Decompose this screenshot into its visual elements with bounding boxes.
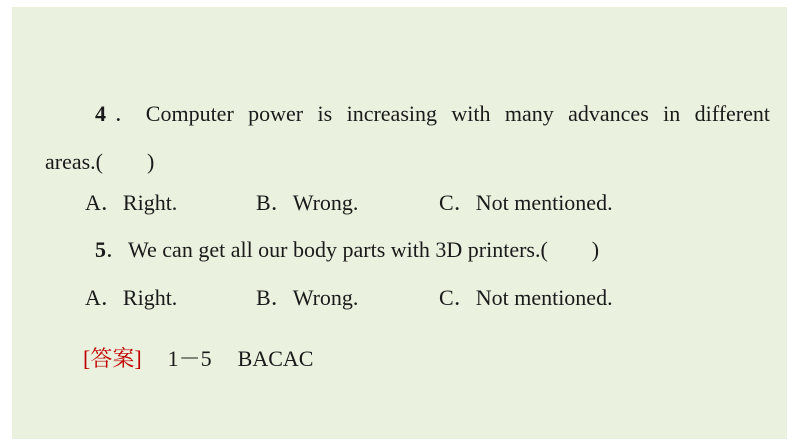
q4-option-c-text: Not mentioned. (475, 190, 613, 215)
question-4-stem-text: Computer power is increasing with many advances in different (145, 101, 770, 126)
q4-option-a-text: Right. (122, 190, 178, 215)
q5-option-b-letter: B (256, 285, 271, 310)
question-4-number-sep: ． (106, 101, 146, 126)
q4-option-b-text: Wrong. (292, 190, 359, 215)
answer-line (83, 345, 313, 373)
question-5-stem (95, 236, 599, 264)
question-4-stem-line1 (95, 100, 770, 128)
answer-key: BACAC (237, 346, 314, 371)
question-4-number: 4 (95, 101, 106, 126)
q5-option-b: B．Wrong. (256, 285, 359, 310)
question-5-number-sep: ． (106, 237, 129, 262)
q4-option-c: C．Not mentioned. (439, 190, 613, 215)
q5-option-a-text: Right. (122, 285, 178, 310)
question-4-stem-line2: areas.( ) (45, 149, 155, 174)
question-5-number: 5 (95, 237, 106, 262)
q4-option-a-letter: A (85, 190, 101, 215)
q5-option-a: A．Right. (85, 285, 178, 310)
q5-option-c: C．Not mentioned. (439, 285, 613, 310)
slide-panel (12, 7, 787, 439)
q4-option-c-letter: C (439, 190, 454, 215)
q5-option-b-text: Wrong. (292, 285, 359, 310)
q5-option-c-text: Not mentioned. (475, 285, 613, 310)
q4-option-b-letter: B (256, 190, 271, 215)
q5-option-a-letter: A (85, 285, 101, 310)
q5-option-c-letter: C (439, 285, 454, 310)
q4-option-b: B．Wrong. (256, 190, 359, 215)
q4-option-a: A．Right. (85, 190, 178, 215)
answer-range: 1－5 (167, 346, 212, 371)
question-5-stem-text: We can get all our body parts with 3D printers.( ) (128, 237, 600, 262)
answer-tag: [答案] (83, 346, 142, 371)
